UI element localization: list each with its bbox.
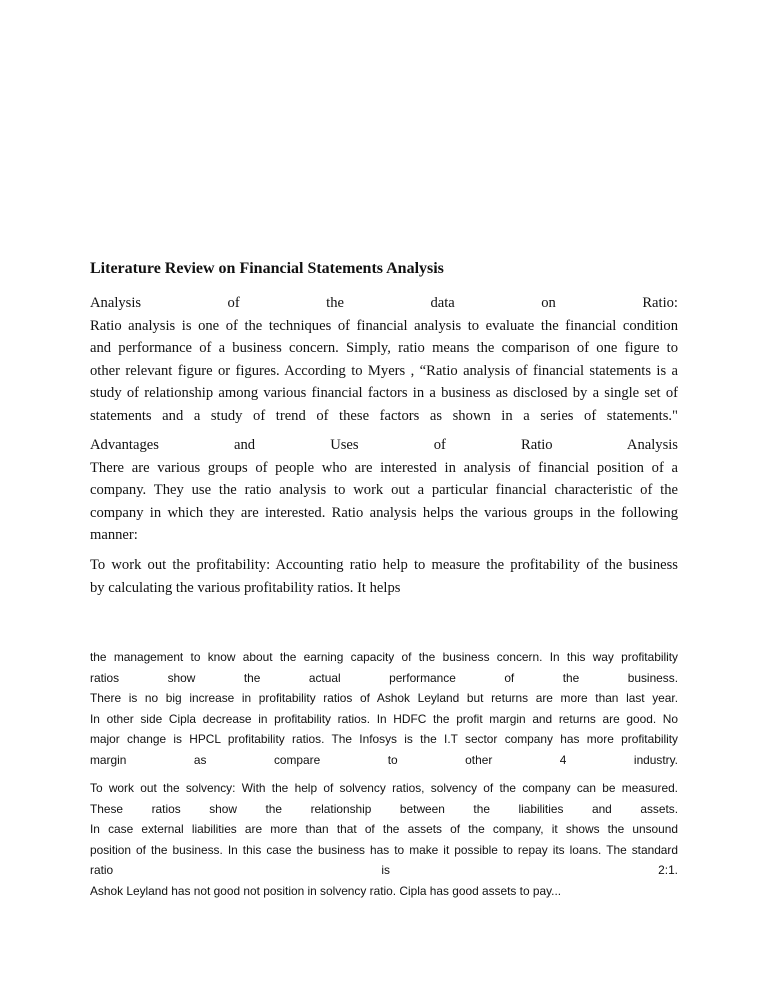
text-line: In other side Cipla decrease in profitability ratios. In HDFC the profit margin and returns are good. No [90,711,678,726]
paragraph-solvency [90,778,678,901]
text-line: There are various groups of people who are interested in analysis of financial position of a [90,459,678,476]
text-line: In case external liabilities are more than that of the assets of the company, it shows the unsound [90,822,678,836]
text-line: by calculating the various profitability ratios. It helps [90,579,401,596]
document-title: Literature Review on Financial Statements Analysis [90,260,444,277]
text-line: margin as compare to other 4 industry. [90,752,678,767]
text-line: position of the business. In this case the business has to make it possible to repay its loans. The standard [90,842,678,857]
text-line: ratios show the actual performance of the business. [90,670,678,685]
text-line: Ashok Leyland has not good not position in solvency ratio. Cipla has good assets to pay... [90,883,562,898]
text-line: Advantages and Uses of Ratio Analysis [90,437,678,453]
paragraph-ratio-analysis [90,292,678,427]
text-line: Analysis of the data on Ratio: [90,295,678,311]
text-line: company in which they are interested. Ratio analysis helps the various groups in the following [90,504,678,521]
text-line: ratio is 2:1. [90,863,678,877]
text-line: To work out the profitability: Accounting ratio help to measure the profitability of the business [90,557,678,573]
paragraph-management [90,647,678,770]
text-line: and performance of a business concern. Simply, ratio means the comparison of one figure to [90,340,678,356]
text-line: There is no big increase in profitability ratios of Ashok Leyland but returns are more than last year. [90,691,678,705]
text-line: major change is HPCL profitability ratios. The Infosys is the I.T sector company has more profitability [90,732,678,746]
text-line: manner: [90,527,138,543]
text-line: other relevant figure or figures. According to Myers , “Ratio analysis of financial statements is a [90,362,678,379]
text-line: These ratios show the relationship between the liabilities and assets. [90,801,678,816]
text-line: To work out the solvency: With the help of solvency ratios, solvency of the company can be measured. [90,781,678,795]
text-line: statements and a study of trend of these factors as shown in a series of statements." [90,407,678,424]
text-line: study of relationship among various financial factors in a business as disclosed by a single set of [90,385,678,401]
paragraph-advantages [90,434,678,547]
text-line: Ratio analysis is one of the techniques of financial analysis to evaluate the financial condition [90,317,678,334]
paragraph-profitability [90,554,678,599]
text-line: company. They use the ratio analysis to work out a particular financial characteristic of the [90,482,678,498]
text-line: the management to know about the earning capacity of the business concern. In this way profitability [90,650,678,664]
